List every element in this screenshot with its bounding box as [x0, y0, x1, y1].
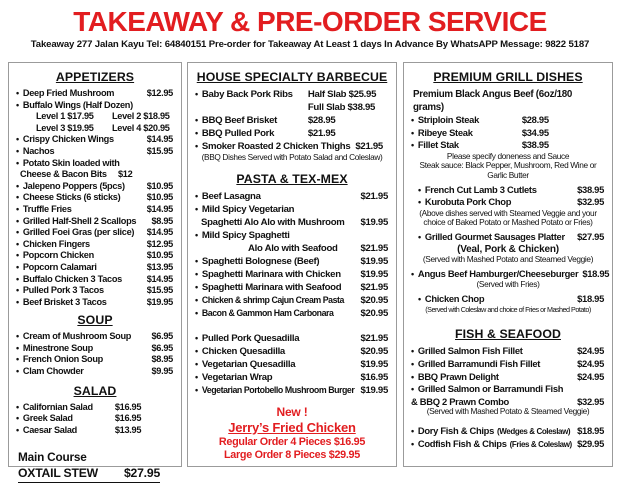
- item-label: & BBQ 2 Prawn Combo: [411, 395, 509, 407]
- item-price: $19.95: [146, 296, 173, 307]
- item-label: • Vegetarian Portobello Mushroom Burger: [201, 384, 355, 395]
- item-label: • Vegetarian Wrap: [201, 371, 273, 383]
- item-label: • Buffalo Wings (Half Dozen): [22, 99, 133, 110]
- promo-title: Jerry’s Fried Chicken: [228, 419, 356, 435]
- item-label: • Truffle Fries: [22, 203, 72, 214]
- item-label: • BBQ Pulled Pork: [201, 128, 275, 139]
- item-price: $8.95: [151, 354, 173, 365]
- menu-item: [404, 127, 612, 140]
- item-price: $10.95: [146, 180, 173, 191]
- menu-item-continuation: [188, 216, 396, 229]
- item-label: • Ribeye Steak: [417, 126, 473, 138]
- item-price: $6.95: [151, 331, 173, 342]
- menu-item: [9, 181, 181, 193]
- section-heading-appetizers: APPETIZERS: [55, 70, 135, 84]
- menu-item: [9, 297, 181, 309]
- menu-item: [9, 343, 181, 355]
- item-label: • Caesar Salad: [22, 424, 77, 435]
- wing-levels-row: [9, 123, 181, 135]
- promo-regular-price: Regular Order 4 Pieces $16.95: [218, 435, 366, 448]
- menu-item: [188, 114, 396, 127]
- item-price: $16.95: [114, 413, 142, 424]
- item-price: $15.95: [146, 145, 173, 156]
- menu-item: [188, 332, 396, 345]
- section-heading-pasta: PASTA & TEX-MEX: [236, 171, 348, 186]
- item-label: Level 3 $19.95: [36, 122, 94, 133]
- item-price: $10.95: [146, 192, 173, 203]
- item-price: $34.95: [521, 126, 549, 138]
- column-grill-seafood: [403, 62, 613, 467]
- menu-item: [9, 331, 181, 343]
- menu-item: [9, 354, 181, 366]
- item-label: • Grilled Half-Shell 2 Scallops: [22, 215, 137, 226]
- item-price: $14.95: [146, 273, 173, 284]
- section-heading-grill: PREMIUM GRILL DISHES: [433, 70, 583, 84]
- item-price: $28.95: [521, 114, 549, 125]
- item-price: $19.95: [360, 216, 388, 228]
- item-price: $21.95: [360, 242, 388, 254]
- item-price: $21.95: [360, 281, 388, 293]
- item-label: • Minestrone Soup: [22, 342, 93, 353]
- item-label: • Chicken Fingers: [22, 238, 90, 249]
- menu-item: [404, 184, 612, 197]
- menu-item: [188, 294, 396, 307]
- item-label: • Deep Fried Mushroom: [22, 88, 115, 98]
- menu-item: [188, 229, 396, 242]
- menu-item: [188, 358, 396, 371]
- item-label: • Popcorn Calamari: [22, 261, 97, 272]
- item-price: $24.95: [577, 345, 604, 357]
- item-label: • Chicken Quesadilla: [201, 345, 285, 357]
- menu-item: [9, 192, 181, 204]
- item-label: • Fillet Stak: [417, 139, 459, 151]
- item-price: $32.95: [577, 196, 604, 208]
- item-label: Alo Alo with Seafood: [248, 242, 338, 254]
- promo-large-price: Large Order 8 Pieces $29.95: [224, 449, 360, 462]
- item-label: • Mild Spicy Spaghetti: [201, 229, 290, 241]
- burger-serving-note: (Served with Fries): [476, 279, 540, 290]
- menu-item: [188, 268, 396, 281]
- promo-jerrys-fried-chicken: [188, 405, 396, 463]
- item-price: $24.95: [577, 358, 604, 369]
- sausages-meats-note: (Veal, Pork & Chicken): [457, 243, 559, 255]
- item-price: $12: [118, 169, 133, 180]
- item-label: Level 2 $18.95: [112, 111, 170, 122]
- menu-item: [404, 139, 612, 152]
- item-label: • Beef Brisket 3 Tacos: [22, 296, 107, 307]
- menu-item: [188, 88, 396, 114]
- item-label: • Pulled Pork Quesadilla: [201, 332, 300, 344]
- item-label: • French Onion Soup: [22, 354, 103, 365]
- item-price: $21.95: [360, 190, 388, 202]
- menu-item: [9, 204, 181, 216]
- menu-item: [404, 438, 612, 452]
- menu-item: [9, 169, 181, 181]
- item-price: $20.95: [360, 294, 388, 306]
- menu-item: [404, 425, 612, 439]
- menu-item: [404, 371, 612, 384]
- item-label: • Chicken & shrimp Cajun Cream Pasta: [201, 294, 344, 305]
- item-price: $6.95: [151, 342, 173, 353]
- item-detail: (Wedges & Coleslaw): [497, 426, 571, 436]
- item-price: $10.95: [146, 250, 173, 261]
- doneness-note: Please specify doneness and Sauce: [446, 150, 570, 161]
- item-label: • Beef Lasagna: [201, 190, 261, 202]
- item-label: • Jalepeno Poppers (5pcs): [22, 180, 125, 191]
- menu-item: [9, 158, 181, 170]
- menu-item: [9, 285, 181, 297]
- menu-item: [9, 425, 181, 437]
- item-price: $19.95: [360, 255, 388, 267]
- chop-serving-note: (Served with Coleslaw and choice of Fries or Mashed Potato): [425, 305, 591, 315]
- column-appetizers-soup-salad: [8, 62, 182, 481]
- menu-item: [404, 114, 612, 127]
- item-label: • Grilled Barramundi Fish Fillet: [417, 358, 541, 369]
- item-label: • Potato Skin loaded with: [22, 157, 120, 168]
- item-label: • Pulled Pork 3 Tacos: [22, 285, 104, 296]
- item-price: $14.95: [146, 227, 173, 238]
- item-label: • Grilled Salmon or Barramundi Fish: [417, 383, 564, 395]
- menu-item: [9, 146, 181, 158]
- item-label: • Grilled Salmon Fish Fillet: [417, 345, 523, 357]
- item-price: $21.95: [355, 141, 383, 152]
- item-price: $16.95: [114, 401, 142, 412]
- menu-item: [9, 227, 181, 239]
- item-label: • Grilled Foei Gras (per slice): [22, 227, 135, 238]
- menu-item: [9, 239, 181, 251]
- menu-item: [9, 413, 181, 425]
- item-label: • Popcorn Chicken: [22, 250, 94, 261]
- item-label: • Buffalo Chicken 3 Tacos: [22, 273, 122, 284]
- item-label: OXTAIL STEW: [18, 466, 98, 481]
- item-label: • BBQ Beef Brisket: [201, 115, 278, 126]
- section-heading-soup: SOUP: [77, 313, 113, 328]
- item-label: • Cheese Sticks (6 sticks): [22, 192, 121, 203]
- item-price: $29.95: [577, 438, 604, 450]
- item-price: Half Slab $25.95: [307, 89, 377, 100]
- item-price: $21.95: [307, 128, 336, 139]
- item-price: $20.95: [360, 345, 388, 357]
- menu-item: [9, 250, 181, 262]
- item-price: $13.95: [114, 424, 142, 435]
- item-label: • Kurobuta Pork Chop: [424, 196, 512, 208]
- menu-item: [404, 231, 612, 244]
- item-label: • Dory Fish & Chips: [417, 424, 495, 436]
- item-label: • Vegetarian Quesadilla: [201, 358, 296, 370]
- menu-item: [188, 255, 396, 268]
- item-label: • BBQ Prawn Delight: [417, 370, 499, 382]
- item-price: $8.95: [151, 215, 173, 226]
- menu-item: [188, 281, 396, 294]
- item-price: $24.95: [577, 370, 604, 382]
- item-price: $18.95: [577, 424, 604, 436]
- item-label: • Codfish Fish & Chips: [417, 438, 507, 450]
- item-label: • Smoker Roasted 2 Chicken Thighs: [201, 141, 351, 152]
- item-price: $32.95: [577, 395, 604, 407]
- item-label: • Cream of Mushroom Soup: [22, 331, 132, 342]
- menu-item: [188, 384, 396, 397]
- section-heading-seafood: FISH & SEAFOOD: [455, 327, 561, 342]
- section-heading-barbecue: HOUSE SPECIALTY BARBECUE: [196, 70, 388, 84]
- menu-item: [9, 134, 181, 146]
- grill-subheading: Premium Black Angus Beef (6oz/180 grams): [413, 89, 573, 113]
- item-label: • Bacon & Gammon Ham Carbonara: [201, 307, 334, 318]
- menu-item-continuation: [188, 242, 396, 255]
- main-course-label: Main Course: [18, 450, 87, 465]
- bbq-serving-note: (BBQ Dishes Served with Potato Salad and Coleslaw): [201, 152, 383, 162]
- item-price: $19.95: [360, 268, 388, 280]
- item-price: $38.95: [577, 183, 604, 195]
- menu-item: [188, 307, 396, 320]
- menu-item: [9, 262, 181, 274]
- item-price: $12.95: [146, 88, 173, 98]
- item-price: $21.95: [360, 332, 388, 344]
- menu-item: [188, 127, 396, 140]
- menu-item: [404, 383, 612, 395]
- wing-levels-row: [9, 111, 181, 123]
- menu-item: [188, 190, 396, 203]
- combo-serving-note: (Served with Mashed Potato & Steamed Veggie): [426, 406, 590, 416]
- item-price: $20.95: [360, 307, 388, 319]
- item-label: • Striploin Steak: [417, 114, 479, 125]
- item-label: Level 1 $17.95: [36, 111, 94, 122]
- item-label: • Grilled Gourmet Sausages Platter: [424, 230, 565, 242]
- page-title: TAKEAWAY & PRE-ORDER SERVICE: [73, 6, 547, 37]
- item-price: $18.95: [577, 292, 604, 304]
- steak-sauce-note: Steak sauce: Black Pepper, Mushroom, Red Wine or Garlic Butter: [419, 160, 597, 180]
- item-label: • Spaghetti Marinara with Seafood: [201, 281, 342, 293]
- item-price: $19.95: [360, 384, 388, 396]
- item-price: $28.95: [307, 115, 336, 126]
- menu-item: [404, 293, 612, 306]
- menu-item: [9, 100, 181, 112]
- item-label: • Chicken Chop: [424, 292, 485, 304]
- item-label: • Mild Spicy Vegetarian: [201, 203, 295, 215]
- item-price: $16.95: [360, 371, 388, 383]
- menu-item: [9, 402, 181, 414]
- menu-item: [188, 203, 396, 216]
- item-price: $14.95: [146, 134, 173, 145]
- item-price: $19.95: [360, 358, 388, 370]
- item-label: • Californian Salad: [22, 401, 93, 412]
- item-label: Cheese & Bacon Bits: [20, 169, 107, 180]
- item-label: • Angus Beef Hamburger/Cheeseburger: [417, 267, 579, 279]
- grill-serving-note: (Above dishes served with Steamed Veggie and your choice of Baked Potato or Mashed Potato or Fries): [419, 207, 597, 228]
- item-price: $27.95: [123, 466, 161, 481]
- item-price: $14.95: [146, 203, 173, 214]
- item-label: • Crispy Chicken Wings: [22, 134, 114, 145]
- section-heading-salad: SALAD: [73, 383, 117, 398]
- column-barbecue-pasta: [187, 62, 397, 467]
- item-label: • Clam Chowder: [22, 366, 84, 377]
- item-label: Level 4 $20.95: [112, 122, 170, 133]
- item-price: $38.95: [521, 139, 549, 151]
- menu-item: [9, 216, 181, 228]
- menu-item: [404, 196, 612, 209]
- item-label: • Spaghetti Bolognese (Beef): [201, 255, 320, 267]
- item-price: $27.95: [577, 230, 604, 242]
- main-course-item: [18, 466, 160, 483]
- item-label: Spaghetti Alo Alo with Mushroom: [201, 216, 345, 228]
- item-detail: (Fries & Coleslaw): [509, 440, 572, 450]
- item-price: $18.95: [582, 267, 610, 279]
- menu-item: [404, 358, 612, 371]
- item-label: • Greek Salad: [22, 413, 73, 424]
- item-price: $9.95: [151, 366, 173, 377]
- item-price: $15.95: [146, 285, 173, 296]
- contact-subtitle: Takeaway 277 Jalan Kayu Tel: 64840151 Pre-order for Takeaway At Least 1 days In Advance By WhatsAPP Message: 9822 5187: [30, 39, 590, 50]
- menu-item: [9, 274, 181, 286]
- menu-item: [188, 345, 396, 358]
- promo-new-label: New !: [276, 404, 308, 419]
- item-label: • French Cut Lamb 3 Cutlets: [424, 183, 537, 195]
- item-label: • Spaghetti Marinara with Chicken: [201, 268, 341, 280]
- menu-item: [404, 345, 612, 358]
- item-label: • Baby Back Pork Ribs: [201, 89, 293, 100]
- item-price: $12.95: [146, 238, 173, 249]
- menu-item: [9, 366, 181, 378]
- item-price: Full Slab $38.95: [307, 102, 376, 113]
- sausages-serving-note: (Served with Mashed Potato and Steamed Veggie): [422, 254, 594, 265]
- menu-item: [9, 88, 181, 100]
- item-label: • Nachos: [22, 145, 55, 156]
- item-price: $13.95: [146, 261, 173, 272]
- menu-item: [188, 371, 396, 384]
